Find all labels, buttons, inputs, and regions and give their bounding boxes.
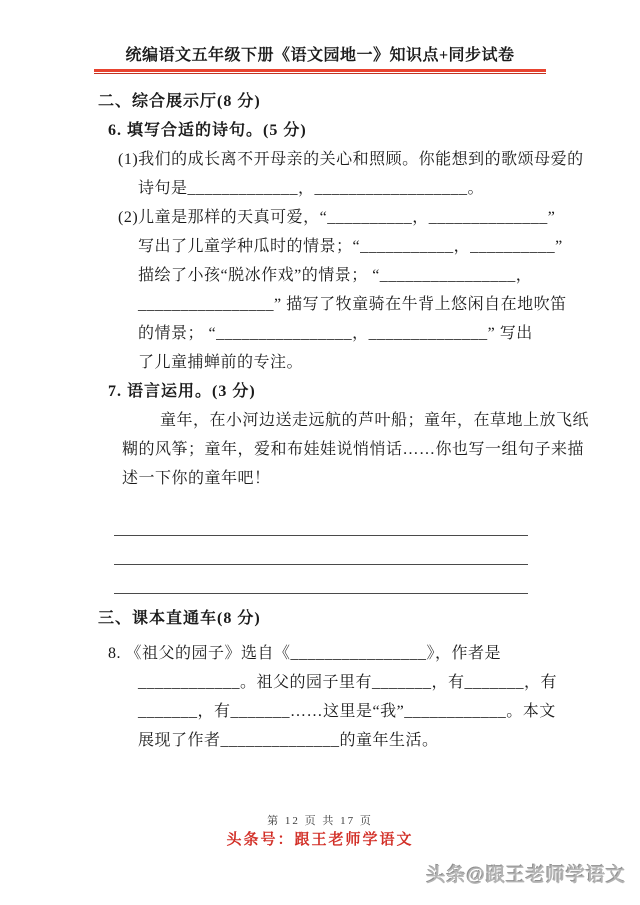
text-line: 述一下你的童年吧！ <box>122 470 271 487</box>
text-line: 了儿童捕蝉前的专注。 <box>138 354 304 371</box>
text-line: ____________。祖父的园子里有_______，有_______，有 <box>138 674 558 691</box>
text-line: 糊的风筝；童年，爱和布娃娃说悄悄话……你也写一组句子来描 <box>122 441 585 458</box>
toutiao-watermark: 头条@跟王老师学语文 <box>426 865 626 886</box>
document-body <box>0 74 640 755</box>
text-line: 童年，在小河边送走远航的芦叶船；童年，在草地上放飞纸 <box>160 412 590 429</box>
text-line: (1)我们的成长离不开母亲的关心和照顾。你能想到的歌颂母爱的 <box>118 151 584 168</box>
page-title: 统编语文五年级下册《语文园地一》知识点+同步试卷 <box>125 47 515 64</box>
document-header <box>94 0 546 74</box>
question-7-heading: 7. 语言运用。(3 分) <box>108 383 256 400</box>
footer-account-name: 头条号：跟王老师学语文 <box>226 832 414 848</box>
answer-lines-block <box>98 507 552 594</box>
text-line: (2)儿童是那样的天真可爱，“__________，______________” <box>118 209 556 226</box>
header-rule-thick <box>94 69 546 72</box>
section-heading-2: 二、综合展示厅(8 分) <box>98 93 261 110</box>
text-line: 诗句是_____________，__________________。 <box>138 180 485 197</box>
text-line: 写出了儿童学种瓜时的情景；“___________，__________” <box>138 238 563 255</box>
text-line: ________________” 描写了牧童骑在牛背上悠闲自在地吹笛 <box>138 296 567 313</box>
text-line: 描绘了小孩“脱冰作戏”的情景； “________________， <box>138 267 533 284</box>
answer-line <box>114 507 528 536</box>
text-line: 8. 《祖父的园子》选自《________________》，作者是 <box>108 645 502 662</box>
page-number: 第 12 页 共 17 页 <box>267 815 373 827</box>
answer-line <box>114 565 528 594</box>
text-line: 展现了作者______________的童年生活。 <box>138 732 439 749</box>
section-heading-3: 三、课本直通车(8 分) <box>98 610 261 627</box>
answer-line <box>114 536 528 565</box>
text-line: 的情景； “________________，______________” 写出 <box>138 325 533 342</box>
text-line: _______，有_______……这里是“我”____________。本文 <box>138 703 556 720</box>
question-6-heading: 6. 填写合适的诗句。(5 分) <box>108 122 307 139</box>
